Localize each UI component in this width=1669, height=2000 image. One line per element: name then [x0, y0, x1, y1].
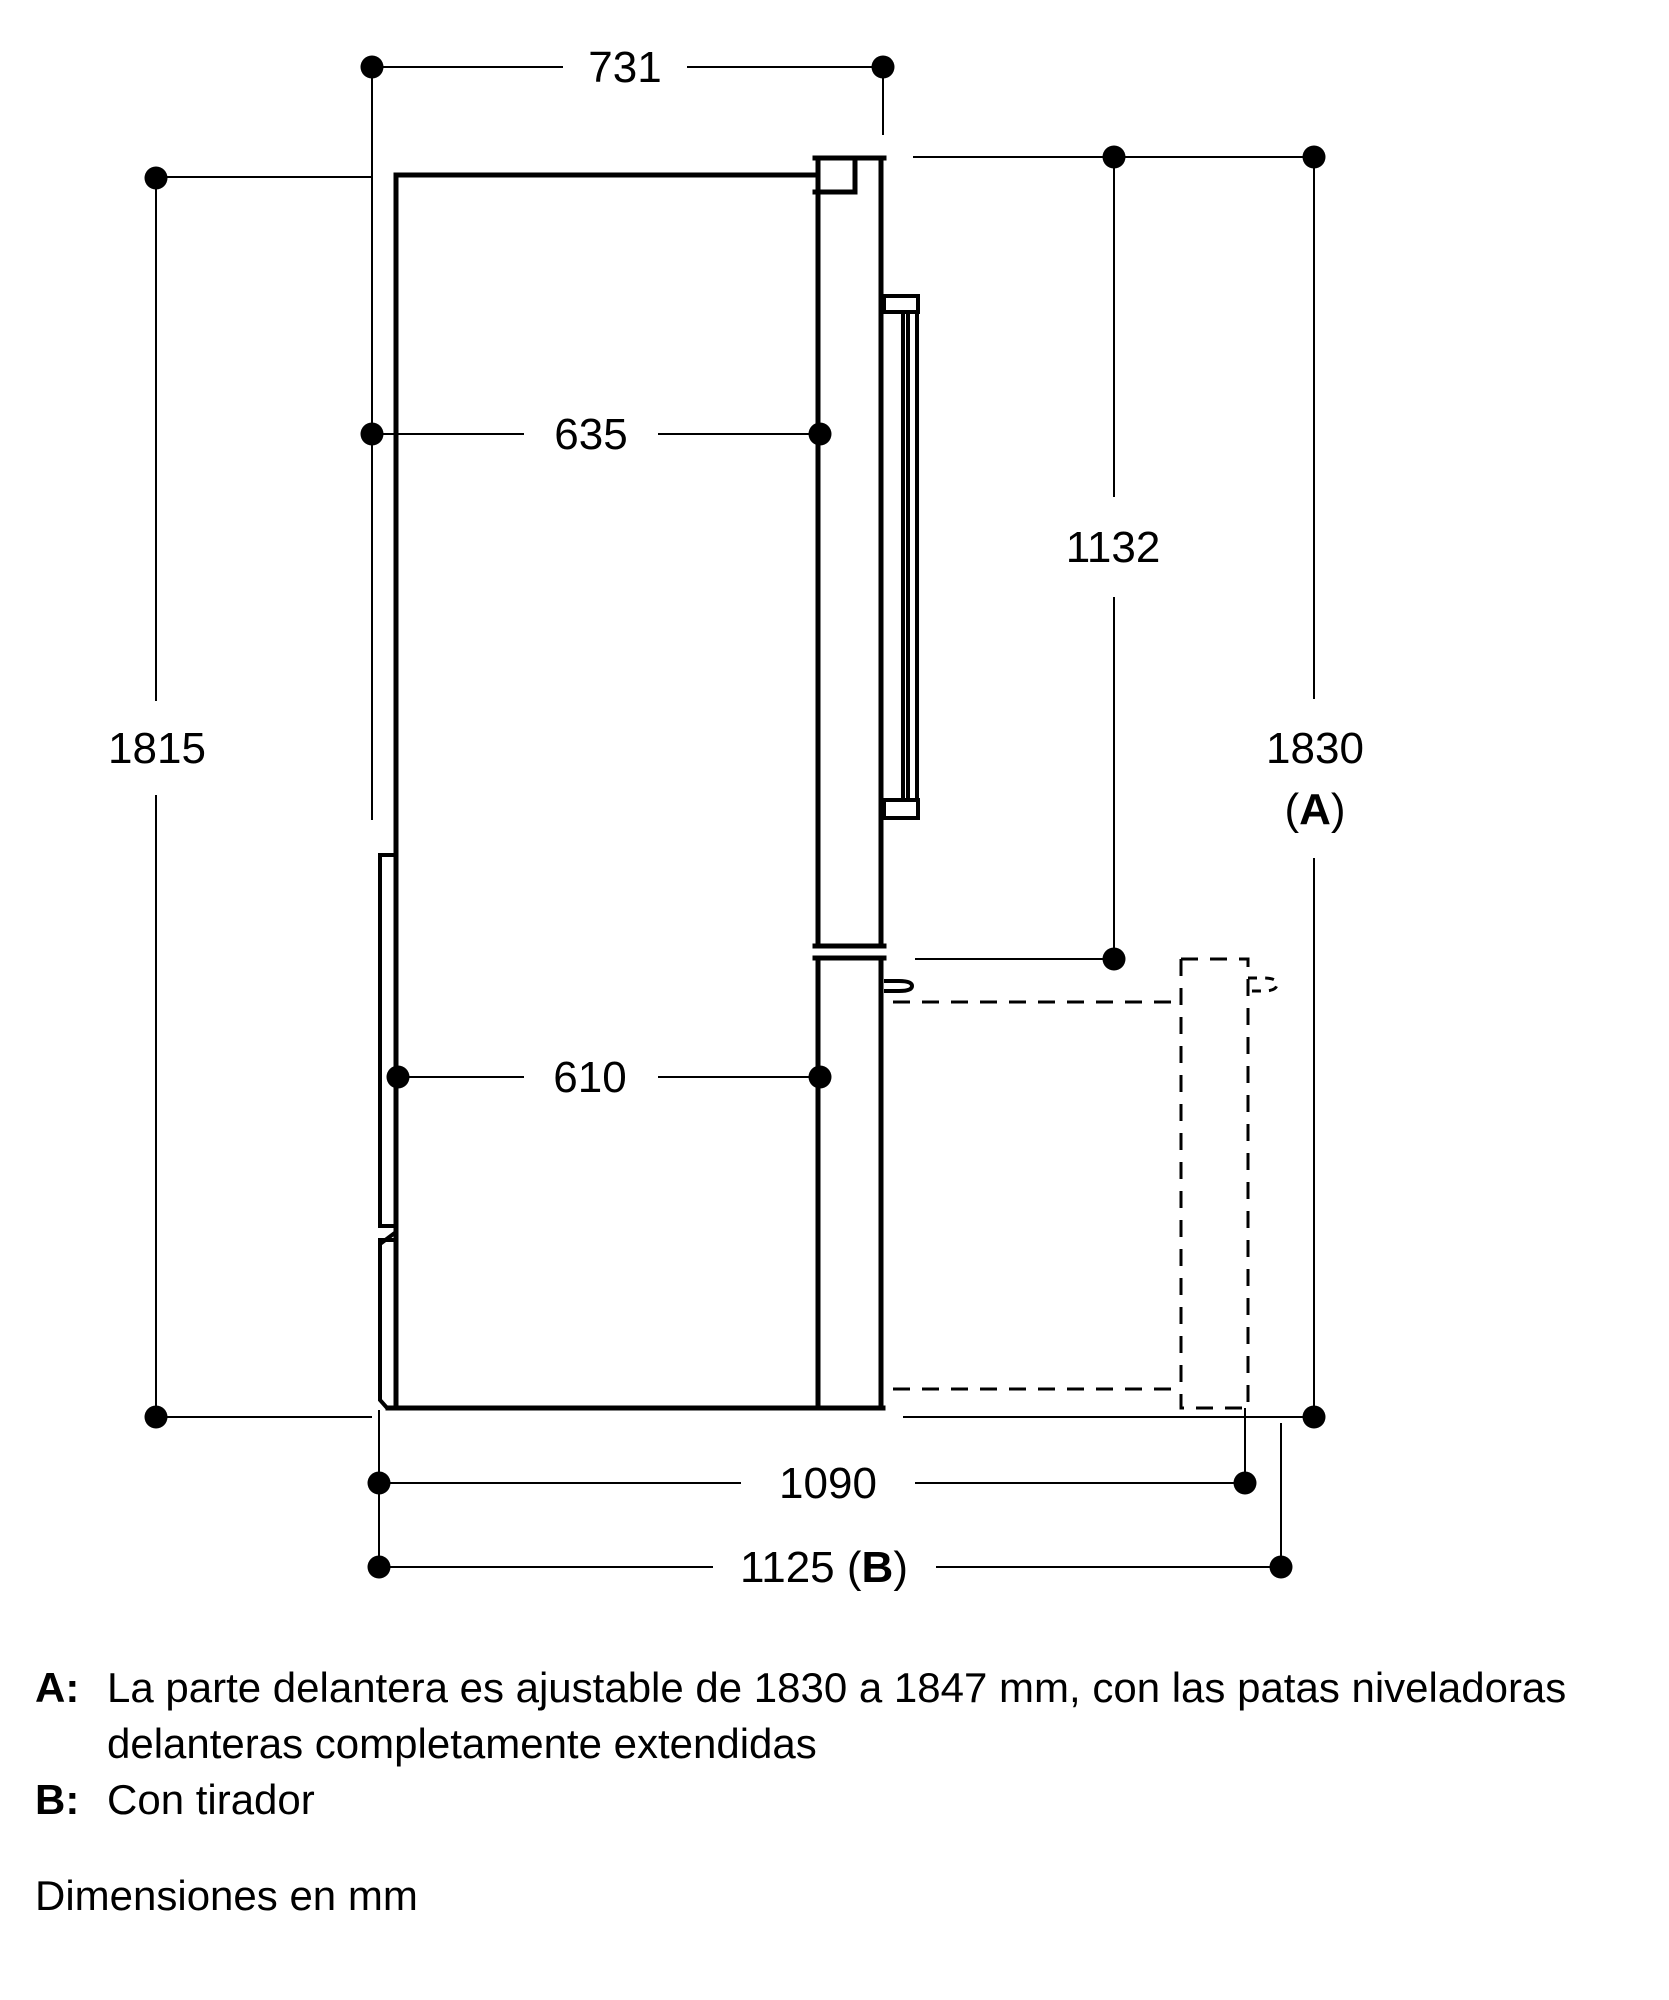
dimension-635 — [361, 410, 832, 459]
cabinet-outline — [388, 175, 883, 1408]
dimension-dot — [1103, 146, 1126, 169]
dimension-dot — [145, 1406, 168, 1429]
dimension-dot — [387, 1066, 410, 1089]
door-outline — [815, 158, 884, 946]
dimension-dot — [1234, 1472, 1257, 1495]
dimension-dot — [1303, 146, 1326, 169]
dimension-dot — [1303, 1406, 1326, 1429]
note-a-line1: La parte delantera es ajustable de 1830 a 1847 mm, con las patas niveladoras — [107, 1664, 1567, 1711]
extension-lines — [156, 67, 1314, 1567]
dimension-1090 — [368, 1459, 1257, 1508]
dimension-dot — [368, 1556, 391, 1579]
dimension-label-731: 731 — [588, 43, 662, 92]
open-drawer-dashed — [893, 959, 1248, 1408]
note-b-key: B: — [35, 1776, 80, 1823]
dimension-label-1125: 1125 (B) — [740, 1543, 908, 1592]
units-note: Dimensiones en mm — [35, 1872, 418, 1919]
dimension-1815 — [108, 167, 206, 1429]
dimension-dot — [1103, 948, 1126, 971]
note-a-key: A: — [35, 1664, 80, 1711]
note-a-text — [107, 1660, 1645, 1772]
dimension-label-1830-ref: (A) — [1284, 785, 1346, 834]
drawer-front-outline — [815, 958, 884, 1408]
footnotes — [35, 1660, 1645, 1924]
handle-bottom-bracket — [884, 800, 918, 818]
dimension-label-610: 610 — [553, 1053, 627, 1102]
dimension-1125 — [368, 1543, 1293, 1592]
dimension-dot — [809, 423, 832, 446]
open-drawer-front-panel — [1181, 959, 1248, 1408]
note-a — [35, 1660, 1645, 1772]
dimension-dot — [361, 56, 384, 79]
dimension-731 — [361, 43, 895, 92]
handle-top-bracket — [884, 296, 918, 312]
dimension-dot — [145, 167, 168, 190]
drawer-pull-lip — [884, 981, 912, 991]
dimension-dot — [1270, 1556, 1293, 1579]
dimension-dot — [368, 1472, 391, 1495]
dimension-1132 — [915, 146, 1160, 971]
dimension-label-635: 635 — [554, 410, 628, 459]
dimension-dot — [809, 1066, 832, 1089]
note-b-text: Con tirador — [107, 1776, 315, 1823]
door-hinge-notch — [815, 158, 855, 192]
dimension-label-1090: 1090 — [779, 1459, 877, 1508]
note-a-line2: delanteras completamente extendidas — [107, 1720, 817, 1767]
dimension-label-1815: 1815 — [108, 724, 206, 773]
note-b — [35, 1772, 1645, 1828]
dimension-1830 — [1266, 146, 1364, 1429]
open-drawer-pull-lip-dashed — [1248, 978, 1277, 991]
door-handle — [884, 296, 918, 818]
dimension-label-1132: 1132 — [1065, 523, 1161, 572]
dimension-label-1830: 1830 — [1266, 724, 1364, 773]
dimension-dot — [872, 56, 895, 79]
dimension-dot — [361, 423, 384, 446]
dimension-610 — [387, 1053, 832, 1102]
